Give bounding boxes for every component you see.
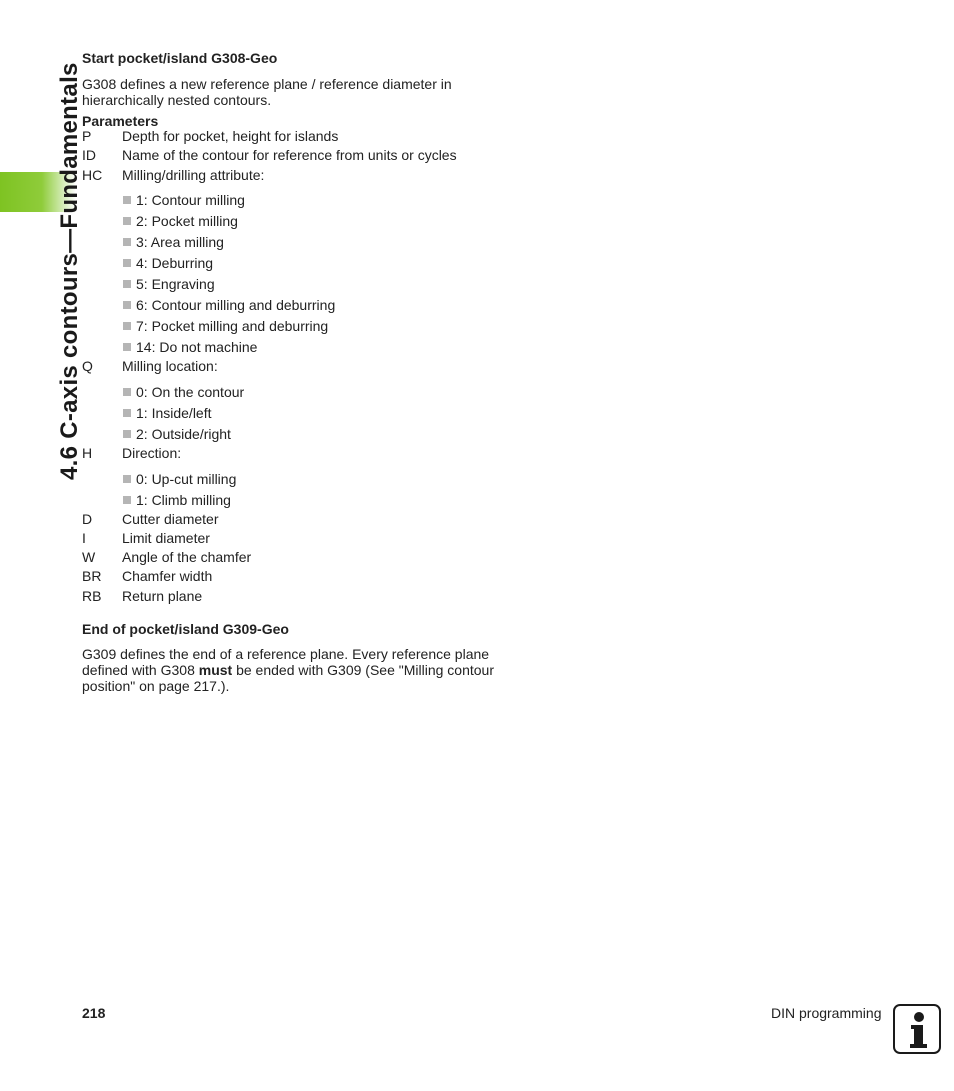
- param-br: [82, 568, 522, 584]
- param-desc: Milling location:: [122, 358, 218, 374]
- param-key: I: [82, 530, 86, 546]
- list-item: 0: On the contour: [123, 384, 522, 400]
- param-key: H: [82, 445, 93, 461]
- param-desc: Limit diameter: [122, 530, 210, 546]
- chapter-title: 4.6 C-axis contours—Fundamentals: [56, 62, 83, 480]
- param-d: [82, 511, 522, 527]
- param-desc: Milling/drilling attribute:: [122, 167, 265, 183]
- list-item: 2: Outside/right: [123, 426, 522, 442]
- page-content: [82, 50, 522, 694]
- param-hc: [82, 167, 522, 183]
- param-p: [82, 128, 522, 144]
- page-number: 218: [82, 1005, 106, 1021]
- q-options: [82, 384, 522, 442]
- param-desc: Angle of the chamfer: [122, 549, 252, 565]
- param-key: Q: [82, 358, 93, 374]
- emphasis-must: must: [198, 662, 233, 678]
- list-item: 5: Engraving: [123, 276, 522, 292]
- param-w: [82, 549, 522, 565]
- param-key: RB: [82, 588, 102, 604]
- bullet-square-icon: [123, 343, 131, 351]
- list-item: 4: Deburring: [123, 255, 522, 271]
- section-heading-g309: End of pocket/island G309-Geo: [82, 621, 289, 637]
- param-i: [82, 530, 522, 546]
- h-options: [82, 471, 522, 508]
- list-item: 1: Contour milling: [123, 192, 522, 208]
- list-item: 14: Do not machine: [123, 339, 522, 355]
- param-id: [82, 147, 522, 163]
- bullet-square-icon: [123, 238, 131, 246]
- bullet-square-icon: [123, 496, 131, 504]
- list-item: 1: Inside/left: [123, 405, 522, 421]
- param-h: [82, 445, 522, 461]
- bullet-square-icon: [123, 388, 131, 396]
- bullet-square-icon: [123, 217, 131, 225]
- param-key: D: [82, 511, 93, 527]
- param-desc: Direction:: [122, 445, 182, 461]
- section-heading-g308: Start pocket/island G308-Geo: [82, 50, 278, 66]
- info-icon: [893, 1004, 941, 1054]
- list-item: 7: Pocket milling and deburring: [123, 318, 522, 334]
- bullet-square-icon: [123, 409, 131, 417]
- bullet-square-icon: [123, 430, 131, 438]
- param-q: [82, 358, 522, 374]
- bullet-square-icon: [123, 475, 131, 483]
- list-item: 1: Climb milling: [123, 492, 522, 508]
- g308-intro: G308 defines a new reference plane / reference diameter in hierarchically nested contours.: [82, 76, 452, 108]
- bullet-square-icon: [123, 280, 131, 288]
- param-desc: Cutter diameter: [122, 511, 219, 527]
- param-key: BR: [82, 568, 102, 584]
- param-key: HC: [82, 167, 103, 183]
- param-key: P: [82, 128, 92, 144]
- bullet-square-icon: [123, 259, 131, 267]
- bullet-square-icon: [123, 301, 131, 309]
- parameters-heading: Parameters: [82, 113, 159, 129]
- param-key: W: [82, 549, 96, 565]
- param-desc: Depth for pocket, height for islands: [122, 128, 339, 144]
- list-item: 6: Contour milling and deburring: [123, 297, 522, 313]
- param-rb: [82, 588, 522, 604]
- list-item: 3: Area milling: [123, 234, 522, 250]
- bullet-square-icon: [123, 322, 131, 330]
- hc-options: [82, 192, 522, 355]
- param-desc: Return plane: [122, 588, 203, 604]
- bullet-square-icon: [123, 196, 131, 204]
- list-item: 2: Pocket milling: [123, 213, 522, 229]
- param-desc: Name of the contour for reference from units or cycles: [122, 147, 457, 163]
- param-desc: Chamfer width: [122, 568, 213, 584]
- param-key: ID: [82, 147, 96, 163]
- footer-section-label: DIN programming: [771, 1005, 882, 1021]
- list-item: 0: Up-cut milling: [123, 471, 522, 487]
- g309-description: G309 defines the end of a reference plane. Every reference plane defined with G308 must be ended with G309 (See "Milling contour position" on page 217.).: [82, 646, 494, 694]
